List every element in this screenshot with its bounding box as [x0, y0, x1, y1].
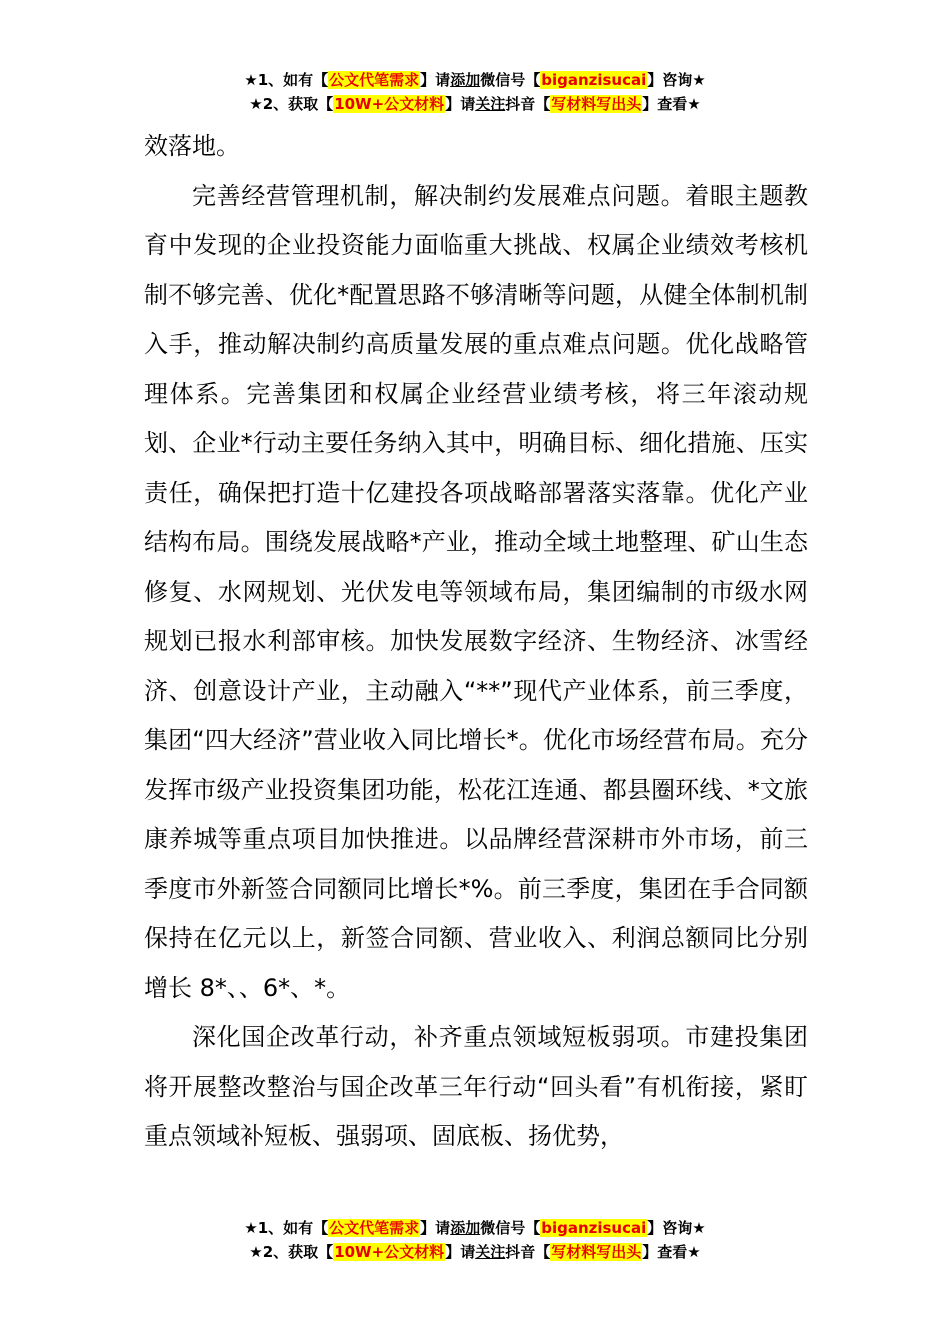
banner-text: 抖音【 — [505, 95, 551, 113]
banner-text: 抖音【 — [505, 1243, 551, 1261]
banner-text: 微信号【 — [480, 71, 541, 89]
banner-text: 】请 — [445, 95, 476, 113]
banner-underline: 关注 — [475, 1243, 506, 1261]
banner-text: 微信号【 — [480, 1219, 541, 1237]
banner-underline: 关注 — [475, 95, 506, 113]
highlight-materials: 10W+公文材料 — [334, 95, 445, 113]
highlight-materials: 10W+公文材料 — [334, 1243, 445, 1261]
highlight-douyin-id: 写材料写出头 — [551, 95, 642, 113]
paragraph: 深化国企改革行动，补齐重点领域短板弱项。市建投集团将开展整改整治与国企改革三年行动“回头看”有机衔接，紧盯重点领域补短板、强弱项、固底板、扬优势， — [144, 1023, 808, 1150]
banner-underline: 添加 — [450, 71, 481, 89]
highlight-wechat-id: biganzisucai — [541, 71, 647, 89]
banner-line-2 — [0, 1240, 950, 1264]
banner-text: 】查看★ — [642, 1243, 701, 1261]
paragraph: 效落地。 — [144, 132, 240, 160]
banner-text: ★2、获取【 — [249, 95, 334, 113]
banner-text: 】咨询★ — [647, 71, 706, 89]
highlight-wechat-id: biganzisucai — [541, 1219, 647, 1237]
banner-text: ★1、如有【 — [244, 1219, 329, 1237]
highlight-douyin-id: 写材料写出头 — [551, 1243, 642, 1261]
banner-text: 】查看★ — [642, 95, 701, 113]
banner-text: 】请 — [445, 1243, 476, 1261]
banner-text: 】请 — [420, 71, 451, 89]
highlight-service: 公文代笔需求 — [329, 1219, 420, 1237]
banner-line-1 — [0, 1216, 950, 1240]
paragraph: 完善经营管理机制，解决制约发展难点问题。着眼主题教育中发现的企业投资能力面临重大挑战、权属企业绩效考核机制不够完善、优化*配置思路不够清晰等问题，从健全体制机制入手，推动解决制约高质量发展的重点难点问题。优化战略管理体系。完善集团和权属企业经营业绩考核，将三年滚动规划、企业*行动主要任务纳入其中，明确目标、细化措施、压实责任，确保把打造十亿建投各项战略部署落实落靠。优化产业结构布局。围绕发展战略*产业，推动全域土地整理、矿山生态修复、水网规划、光伏发电等领域布局，集团编制的市级水网规划已报水利部审核。加快发展数字经济、生物经济、冰雪经济、创意设计产业，主动融入“**”现代产业体系，前三季度，集团“四大经济”营业收入同比增长*。优化市场经营布局。充分发挥市级产业投资集团功能，松花江连通、都县圈环线、*文旅康养城等重点项目加快推进。以品牌经营深耕市外市场，前三季度市外新签合同额同比增长*%。前三季度，集团在手合同额保持在亿元以上，新签合同额、营业收入、利润总额同比分别增长 8*、、6*、*。 — [144, 181, 808, 1002]
banner-text: 】请 — [420, 1219, 451, 1237]
banner-line-2 — [0, 92, 950, 116]
banner-underline: 添加 — [450, 1219, 481, 1237]
document-body — [144, 122, 808, 1162]
banner-text: ★1、如有【 — [244, 71, 329, 89]
banner-text: 】咨询★ — [647, 1219, 706, 1237]
highlight-service: 公文代笔需求 — [329, 71, 420, 89]
footer-banner — [0, 1216, 950, 1264]
header-banner — [0, 68, 950, 116]
banner-text: ★2、获取【 — [249, 1243, 334, 1261]
banner-line-1 — [0, 68, 950, 92]
